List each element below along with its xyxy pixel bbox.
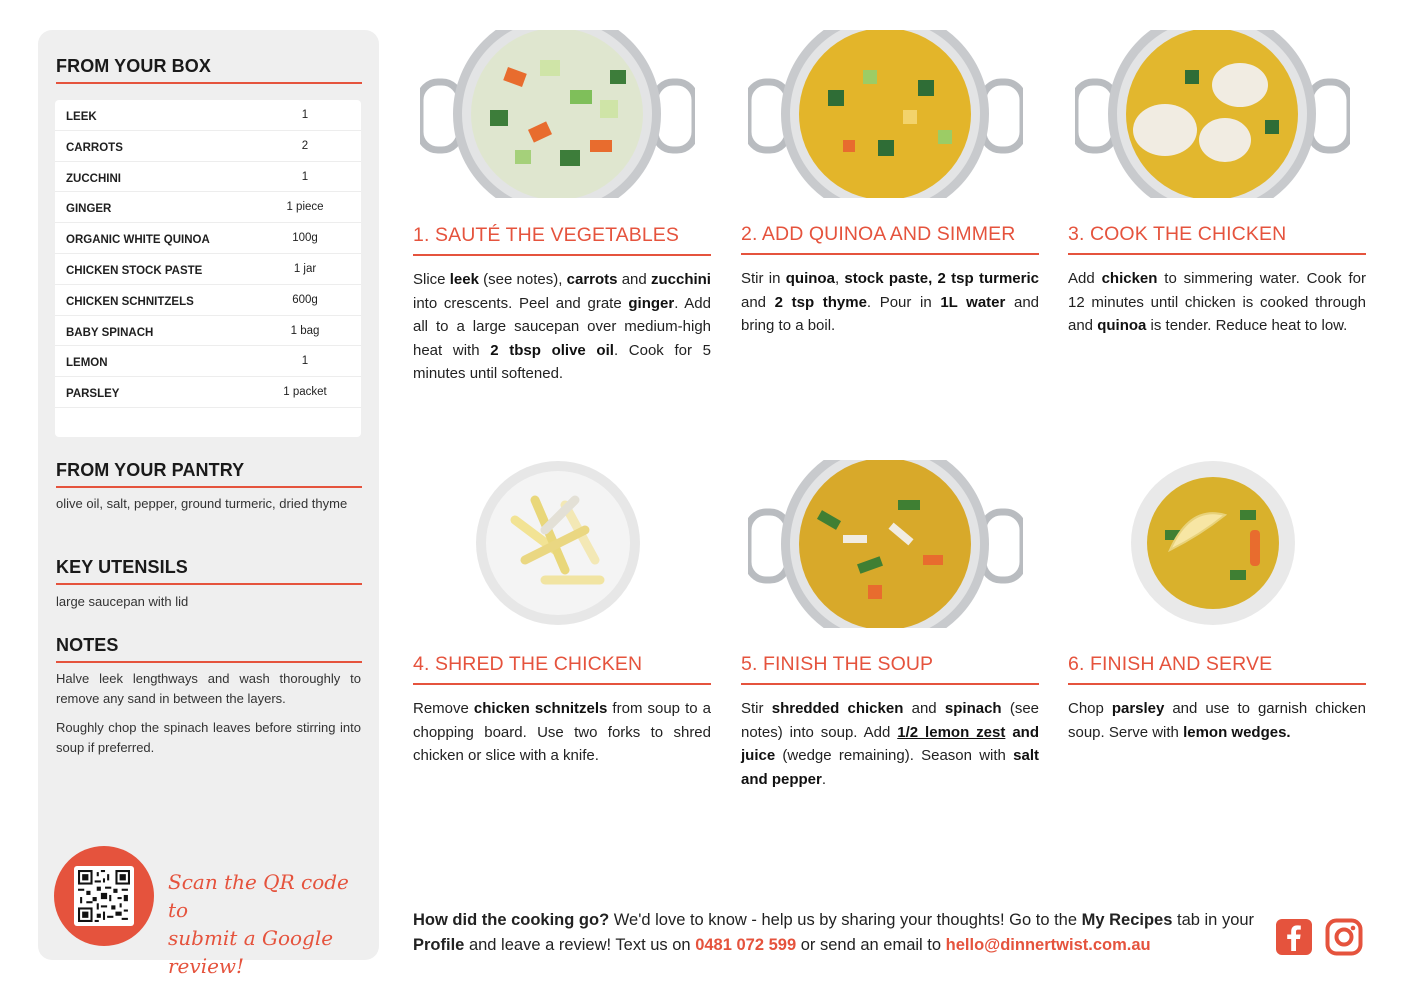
instruction-fragment: (see notes), xyxy=(478,271,567,288)
pantry-text: olive oil, salt, pepper, ground turmeric, dried thyme xyxy=(56,496,348,511)
divider xyxy=(56,583,362,585)
instruction-fragment: , xyxy=(834,270,845,287)
instruction-fragment: 1/2 lemon zest xyxy=(897,723,1006,741)
review-prompt xyxy=(413,908,1263,958)
instruction-fragment: carrots xyxy=(566,271,618,288)
ingredient-row xyxy=(55,346,361,377)
divider xyxy=(1068,683,1366,685)
instruction-fragment: Remove xyxy=(413,700,474,717)
utensils-text: large saucepan with lid xyxy=(56,594,189,609)
instruction-fragment: . xyxy=(821,770,827,788)
qr-badge[interactable] xyxy=(54,846,154,946)
ingredients-panel xyxy=(38,30,379,978)
instruction-fragment: Slice xyxy=(413,271,450,288)
divider xyxy=(1068,253,1366,255)
ingredient-qty: 1 xyxy=(301,109,309,121)
instruction-fragment: quinoa xyxy=(1097,317,1147,334)
my-recipes-label: My Recipes xyxy=(1081,911,1173,929)
instruction-fragment: lemon wedges. xyxy=(1183,723,1291,741)
ingredient-row xyxy=(55,254,361,285)
instruction-fragment: (see notes) into soup. Add xyxy=(741,700,1039,741)
review-text: and leave a review! Text us on xyxy=(464,936,696,954)
instruction-fragment: and bring to a boil. xyxy=(741,293,1040,334)
step-instructions xyxy=(413,268,711,386)
qr-caption xyxy=(168,868,368,980)
facebook-icon[interactable] xyxy=(1275,918,1313,956)
step-5-image xyxy=(748,460,1023,628)
instruction-fragment: shredded chicken xyxy=(771,700,904,717)
ingredient-qty: 2 xyxy=(301,139,309,152)
divider xyxy=(741,253,1039,255)
ingredient-name: GINGER xyxy=(66,203,112,216)
instruction-fragment: and use to garnish chicken soup. Serve with xyxy=(1068,700,1366,741)
qr-caption-line1: Scan the QR code to xyxy=(168,870,349,922)
note-1: Halve leek lengthways and wash thoroughly to remove any sand in between the layers. xyxy=(56,671,361,706)
instruction-fragment: . Add all to a large saucepan over medium-high heat with xyxy=(413,294,711,359)
notes-title: NOTES xyxy=(56,635,119,655)
instruction-fragment: parsley xyxy=(1111,700,1165,717)
qr-caption-line2: submit a Google review! xyxy=(168,926,334,978)
instruction-fragment: leek xyxy=(449,271,479,288)
ingredient-name: CHICKEN STOCK PASTE xyxy=(66,264,203,277)
step-title: 4. SHRED THE CHICKEN xyxy=(413,653,643,675)
instruction-fragment: Stir xyxy=(741,700,772,717)
ingredient-qty: 1 bag xyxy=(290,324,320,337)
ingredient-row xyxy=(55,377,361,408)
instruction-fragment: 1L water xyxy=(940,293,1006,311)
ingredients-table xyxy=(55,100,361,437)
divider xyxy=(56,82,362,84)
divider xyxy=(56,486,362,488)
step-instructions xyxy=(413,697,711,768)
ingredient-qty: 1 piece xyxy=(286,201,324,214)
divider xyxy=(413,254,711,256)
step-title: 1. SAUTÉ THE VEGETABLES xyxy=(413,224,679,246)
step-6-image xyxy=(1130,460,1296,626)
step-instructions xyxy=(1068,697,1366,744)
review-text: tab in your xyxy=(1172,911,1255,929)
qr-code[interactable] xyxy=(74,866,134,926)
divider xyxy=(413,683,711,685)
pantry-title: FROM YOUR PANTRY xyxy=(56,460,245,480)
step-2-image xyxy=(748,30,1023,198)
ingredient-row xyxy=(55,192,361,223)
instruction-fragment: from soup to a chopping board. Use two forks to shred chicken or slice with a knife. xyxy=(413,700,711,764)
instruction-fragment: quinoa xyxy=(785,270,835,287)
step-title: 5. FINISH THE SOUP xyxy=(741,653,934,675)
divider xyxy=(741,683,1039,685)
ingredient-row xyxy=(55,131,361,162)
review-text: or send an email to xyxy=(796,936,946,954)
instruction-fragment: zucchini xyxy=(650,271,711,288)
ingredient-name: LEMON xyxy=(66,357,108,370)
ingredient-qty: 1 jar xyxy=(293,262,317,275)
step-instructions xyxy=(1068,267,1366,338)
instruction-fragment: (wedge remaining). Season with xyxy=(775,747,1014,764)
ingredient-qty: 1 xyxy=(301,170,309,183)
instruction-fragment: to simmering water. Cook for 12 minutes until chicken is cooked through and xyxy=(1068,270,1366,334)
instruction-fragment: Add xyxy=(1068,270,1102,287)
utensils-title: KEY UTENSILS xyxy=(56,557,188,577)
step-title: 3. COOK THE CHICKEN xyxy=(1068,223,1287,245)
from-box-title: FROM YOUR BOX xyxy=(56,56,211,76)
step-title: 2. ADD QUINOA AND SIMMER xyxy=(741,223,1016,245)
ingredient-name: CARROTS xyxy=(66,141,123,154)
ingredient-qty: 100g xyxy=(292,232,318,245)
ingredient-row xyxy=(55,162,361,193)
ingredient-name: PARSLEY xyxy=(66,388,120,401)
ingredient-qty: 1 xyxy=(301,355,309,368)
instruction-fragment: spinach xyxy=(944,700,1002,717)
ingredient-name: LEEK xyxy=(66,111,97,123)
ingredient-name: BABY SPINACH xyxy=(66,326,154,339)
ingredient-qty: 1 packet xyxy=(283,386,327,399)
instruction-fragment: and xyxy=(617,271,651,288)
step-3-image xyxy=(1075,30,1350,198)
step-4-image xyxy=(475,460,641,626)
note-2: Roughly chop the spinach leaves before stirring into soup if preferred. xyxy=(56,720,361,755)
step-instructions xyxy=(741,697,1039,791)
instruction-fragment: ginger xyxy=(628,294,675,312)
ingredient-name: CHICKEN SCHNITZELS xyxy=(66,295,194,308)
email-link[interactable]: hello@dinnertwist.com.au xyxy=(945,936,1151,954)
ingredient-name: ZUCCHINI xyxy=(66,172,121,185)
instagram-icon[interactable] xyxy=(1325,918,1363,956)
instruction-fragment: . Cook for 5 minutes until softened. xyxy=(413,341,711,382)
ingredient-name: ORGANIC WHITE QUINOA xyxy=(66,234,210,247)
ingredient-row xyxy=(55,223,361,254)
instruction-fragment: 2 tsp thyme xyxy=(774,293,867,311)
instruction-fragment: chicken xyxy=(1101,270,1158,287)
ingredient-qty: 600g xyxy=(292,293,318,306)
instruction-fragment: and xyxy=(903,700,945,717)
phone-link[interactable]: 0481 072 599 xyxy=(695,936,797,954)
step-1-image xyxy=(420,30,695,198)
step-instructions xyxy=(741,267,1039,338)
instruction-fragment: 2 tbsp olive oil xyxy=(490,341,614,359)
instruction-fragment: Stir in xyxy=(741,270,786,287)
review-text: We'd love to know - help us by sharing your thoughts! Go to the xyxy=(609,911,1082,929)
instruction-fragment: chicken schnitzels xyxy=(473,700,608,717)
instruction-fragment: into crescents. Peel and grate xyxy=(413,294,629,312)
ingredient-row xyxy=(55,100,361,131)
instruction-fragment: salt and pepper xyxy=(741,747,1039,788)
ingredient-row xyxy=(55,285,361,316)
instruction-fragment: and xyxy=(741,293,775,311)
instruction-fragment: . Pour in xyxy=(866,293,941,311)
profile-label: Profile xyxy=(413,936,465,954)
review-question: How did the cooking go? xyxy=(413,911,610,929)
instruction-fragment: stock paste, 2 tsp turmeric xyxy=(844,270,1039,287)
step-title: 6. FINISH AND SERVE xyxy=(1068,653,1273,675)
divider xyxy=(56,661,362,663)
instruction-fragment: is tender. Reduce heat to low. xyxy=(1146,317,1348,334)
instruction-fragment: Chop xyxy=(1068,700,1112,717)
qr-code-icon xyxy=(78,870,130,922)
ingredient-row xyxy=(55,316,361,347)
instruction-fragment: and juice xyxy=(741,723,1039,764)
